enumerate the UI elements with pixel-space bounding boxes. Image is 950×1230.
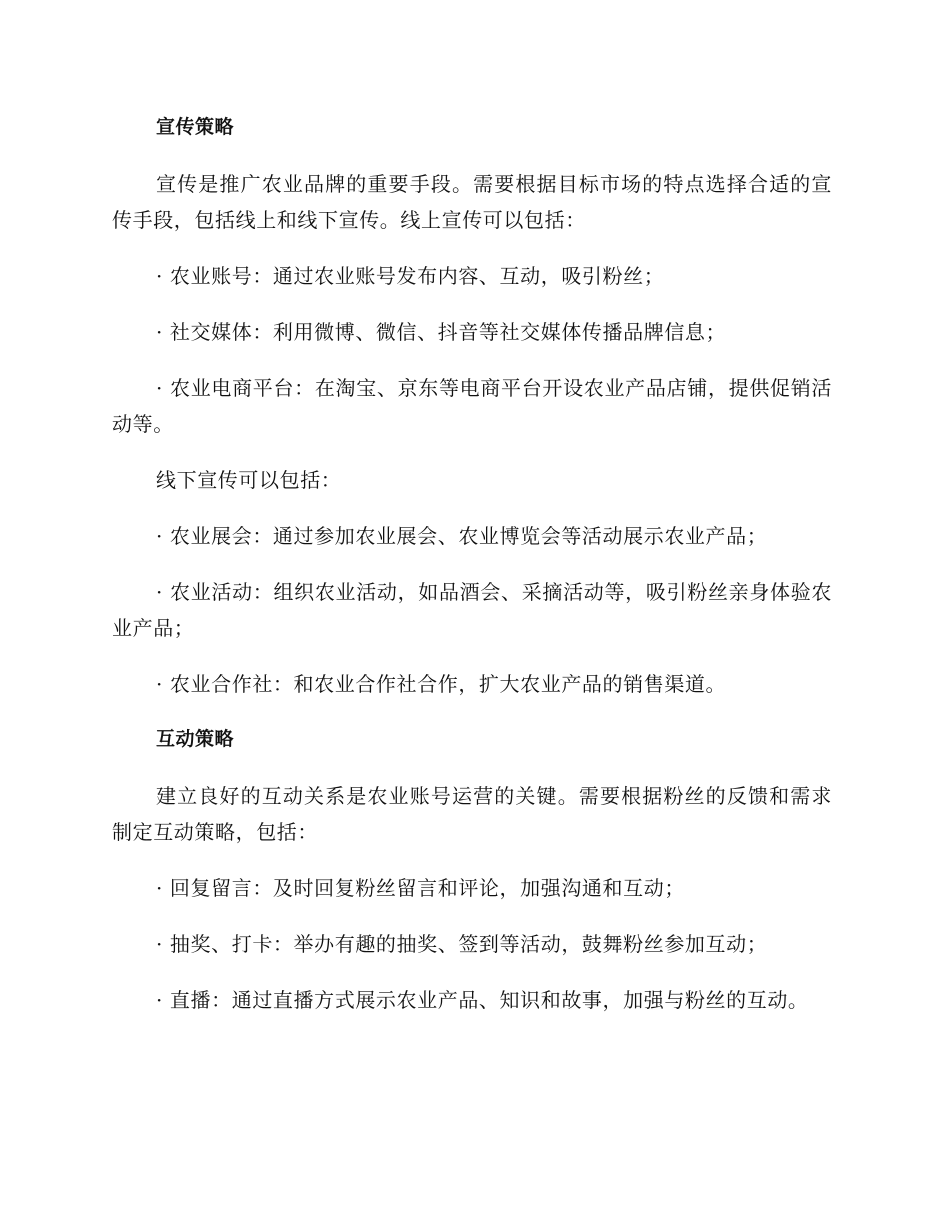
offline-item-activities: · 农业活动：组织农业活动，如品酒会、采摘活动等，吸引粉丝亲身体验农业产品； xyxy=(112,580,832,640)
section-heading-publicity: 宣传策略 xyxy=(156,116,235,138)
online-item-account: · 农业账号：通过农业账号发布内容、互动，吸引粉丝； xyxy=(156,264,665,288)
online-item-social-media: · 社交媒体：利用微博、微信、抖音等社交媒体传播品牌信息； xyxy=(156,320,727,344)
interaction-item-livestream: · 直播：通过直播方式展示农业产品、知识和故事，加强与粉丝的互动。 xyxy=(156,988,809,1012)
section-heading-interaction: 互动策略 xyxy=(156,728,235,750)
online-item-ecommerce: · 农业电商平台：在淘宝、京东等电商平台开设农业产品店铺，提供促销活动等。 xyxy=(112,376,832,436)
interaction-item-lottery: · 抽奖、打卡：举办有趣的抽奖、签到等活动，鼓舞粉丝参加互动； xyxy=(156,932,768,956)
offline-intro-paragraph: 线下宣传可以包括： xyxy=(156,468,342,492)
publicity-intro-paragraph: 宣传是推广农业品牌的重要手段。需要根据目标市场的特点选择合适的宣传手段，包括线上和线下宣传。线上宣传可以包括： xyxy=(112,172,832,232)
document-body xyxy=(112,110,832,1038)
interaction-item-reply: · 回复留言：及时回复粉丝留言和评论，加强沟通和互动； xyxy=(156,876,685,900)
offline-item-cooperative: · 农业合作社：和农业合作社合作，扩大农业产品的销售渠道。 xyxy=(156,672,727,696)
interaction-intro-paragraph: 建立良好的互动关系是农业账号运营的关键。需要根据粉丝的反馈和需求制定互动策略，包括： xyxy=(112,784,832,844)
offline-item-expo: · 农业展会：通过参加农业展会、农业博览会等活动展示农业产品； xyxy=(156,524,768,548)
